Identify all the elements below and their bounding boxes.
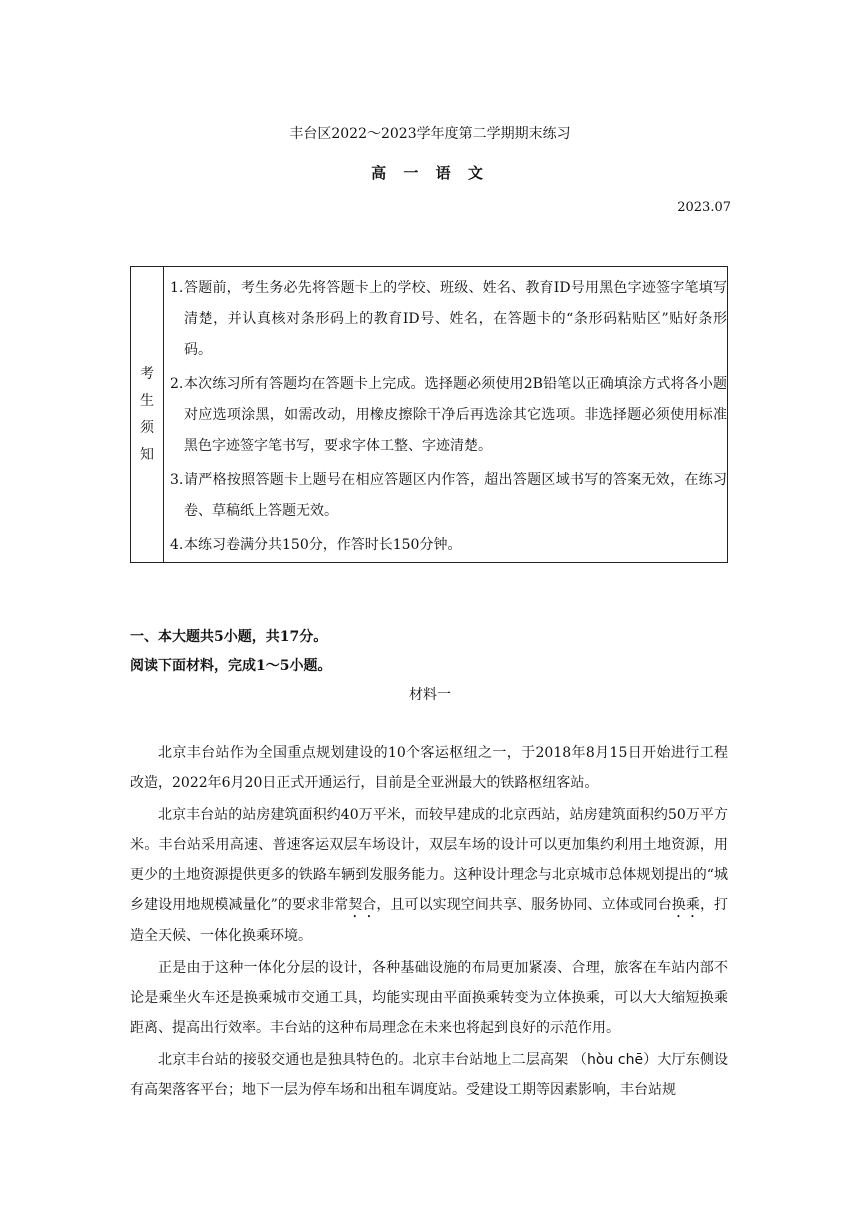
notice-item-text: 本练习卷满分共150分，作答时长150分钟。 <box>184 537 462 553</box>
notice-item-text: 请严格按照答题卡上题号在相应答题区内作答，超出答题区域书写的答案无效，在练习卷、草稿纸上答题无效。 <box>184 472 727 519</box>
notice-item <box>170 369 727 462</box>
paragraph-text: ）大厅东侧设有高架落客平台；地下一层为停车场和出租车调度站。受建设工期等因素影响，丰台站规 <box>130 1052 728 1098</box>
article-paragraph <box>130 800 728 951</box>
notice-item-text: 本次练习所有答题均在答题卡上完成。选择题必须使用2B铅笔以正确填涂方式将各小题对应选项涂黑，如需改动，用橡皮擦除干净后再选涂其它选项。非选择题必须使用标准黑色字迹签字笔书写，要求字体工整、字迹清楚。 <box>184 376 727 454</box>
paragraph-text: 北京丰台站的站房建筑面积约40万平米，而较早建成的北京西站，站房建筑面积约50万平方米。丰台站采用高速、普速客运双层车场设计，双层车场的设计可以更加集约利用土地资源，用更少的土地资源提供更多的铁路车辆到发服务能力。这种设计理念与北京城市总体规划提出的“城乡建设用地规模减量化”的要求非常 <box>130 807 728 913</box>
notice-item <box>170 465 727 527</box>
exam-date: 2023.07 <box>677 200 731 215</box>
section-heading: 一、本大题共5小题，共17分。 <box>130 629 328 645</box>
article-paragraph: 正是由于这种一体化分层的设计，各种基础设施的布局更加紧凑、合理，旅客在车站内部不论是乘坐火车还是换乘城市交通工具，均能实现由平面换乘转变为立体换乘，可以大大缩短换乘距离、提高出行效率。丰台站的这种布局理念在未来也将起到良好的示范作用。 <box>130 960 728 1036</box>
material-title: 材料一 <box>409 687 451 703</box>
article-body <box>130 738 728 1107</box>
notice-item-number: 4. <box>170 537 184 553</box>
paragraph-text: ，且可以实现空间共享、服务协同、立体或同台 <box>376 897 672 913</box>
emphasized-word: 换乘 <box>671 897 700 913</box>
notice-label-char: 考 <box>140 365 154 382</box>
notice-label-char: 须 <box>140 419 154 436</box>
notice-item <box>170 530 727 561</box>
notice-label <box>131 267 164 562</box>
notice-label-char: 生 <box>140 392 154 409</box>
notice-item-number: 3. <box>170 472 184 488</box>
exam-title: 丰台区2022～2023学年度第二学期期末练习 <box>289 126 571 142</box>
notice-body <box>164 267 727 562</box>
candidate-notice-box <box>130 266 728 563</box>
notice-item-number: 2. <box>170 376 184 392</box>
article-paragraph <box>130 1045 728 1105</box>
notice-item-text: 答题前，考生务必先将答题卡上的学校、班级、姓名、教育ID号用黑色字迹签字笔填写清楚，并认真核对条形码上的教育ID号、姓名，在答题卡的“条形码粘贴区”贴好条形码。 <box>184 280 727 358</box>
notice-item-number: 1. <box>170 280 184 296</box>
pinyin-blank: hòu chē <box>587 1052 644 1068</box>
subject-title: 高 一 语 文 <box>371 164 489 182</box>
paragraph-text: 北京丰台站的接驳交通也是独具特色的。北京丰台站地上二层高架 （ <box>158 1052 588 1068</box>
section-instruction: 阅读下面材料，完成1～5小题。 <box>130 658 332 674</box>
notice-item <box>170 273 727 366</box>
article-paragraph: 北京丰台站作为全国重点规划建设的10个客运枢纽之一，于2018年8月15日开始进行工程改造，2022年6月20日正式开通运行，目前是全亚洲最大的铁路枢纽客站。 <box>130 745 728 791</box>
emphasized-word: 契合 <box>348 897 377 913</box>
paragraph-text: ，打造全天候、一体化换乘环境。 <box>130 897 729 944</box>
notice-label-char: 知 <box>140 446 154 463</box>
